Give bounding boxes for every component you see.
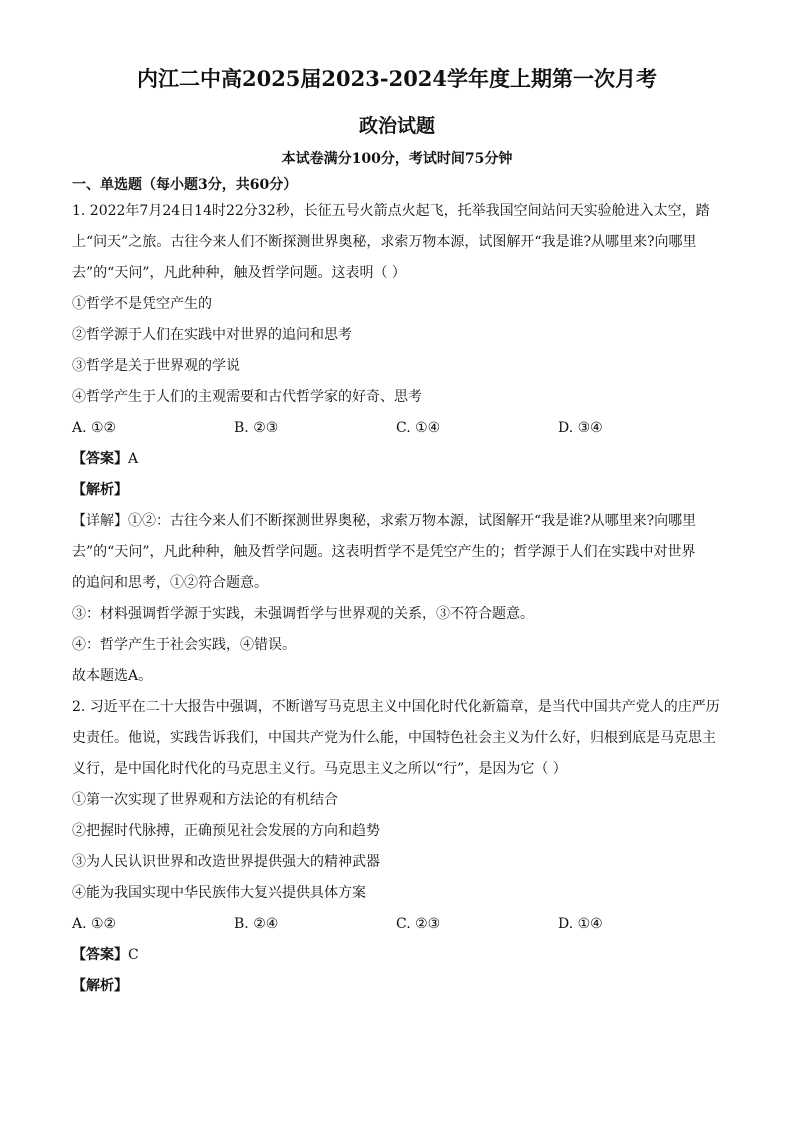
q1-options xyxy=(72,413,722,444)
q2-analysis-label: 【解析】 xyxy=(72,978,128,994)
question-1 xyxy=(72,196,722,692)
q2-option-a: A. ①② xyxy=(72,916,117,932)
q1-detail-line: ③：材料强调哲学源于实践，未强调哲学与世界观的关系，③不符合题意。 xyxy=(72,606,534,622)
q1-analysis-label: 【解析】 xyxy=(72,482,128,498)
q2-stem-line: 义行，是中国化时代化的马克思主义行。马克思主义之所以“行”，是因为它（ ） xyxy=(72,761,567,777)
exam-page xyxy=(72,60,722,1002)
q1-detail-line: 的追问和思考，①②符合题意。 xyxy=(72,575,268,591)
q1-item: ①哲学不是凭空产生的 xyxy=(72,296,212,312)
q2-stem-line: 史责任。他说，实践告诉我们，中国共产党为什么能，中国特色社会主义为什么好，归根到底是马克思主 xyxy=(72,730,716,746)
section-heading: 一、单选题（每小题3分，共60分） xyxy=(72,177,298,193)
q1-detail-line: 【详解】①②：古往今来人们不断探测世界奥秘，求索万物本源，试图解开“我是谁?从哪里来?向哪里 xyxy=(72,513,697,529)
q1-option-d: D. ③④ xyxy=(558,420,603,436)
exam-title: 内江二中高2025届2023-2024学年度上期第一次月考 xyxy=(136,66,658,91)
q2-option-d: D. ①④ xyxy=(558,916,603,932)
q2-option-c: C. ②③ xyxy=(396,916,441,932)
q2-item: ③为人民认识世界和改造世界提供强大的精神武器 xyxy=(72,854,380,870)
q1-option-c: C. ①④ xyxy=(396,420,441,436)
q1-answer xyxy=(72,444,722,475)
q1-option-b: B. ②③ xyxy=(234,420,279,436)
q1-stem-line: 去”的“天问”，凡此种种，触及哲学问题。这表明（ ） xyxy=(72,265,406,281)
q2-options xyxy=(72,909,722,940)
q2-item: ④能为我国实现中华民族伟大复兴提供具体方案 xyxy=(72,885,366,901)
q1-item: ②哲学源于人们在实践中对世界的追问和思考 xyxy=(72,327,352,343)
answer-label: 【答案】 xyxy=(72,451,128,467)
q1-stem-line: 1. 2022年7月24日14时22分32秒，长征五号火箭点火起飞，托举我国空间站问天实验舱进入太空，踏 xyxy=(72,203,710,219)
q1-item: ③哲学是关于世界观的学说 xyxy=(72,358,240,374)
q1-item: ④哲学产生于人们的主观需要和古代哲学家的好奇、思考 xyxy=(72,389,422,405)
answer-value: C xyxy=(128,947,139,963)
q2-stem-line: 2. 习近平在二十大报告中强调，不断谱写马克思主义中国化时代化新篇章，是当代中国共产党人的庄严历 xyxy=(72,699,720,715)
q1-detail-line: 去”的“天问”，凡此种种，触及哲学问题。这表明哲学不是凭空产生的；哲学源于人们在实践中对世界 xyxy=(72,544,696,560)
q2-answer xyxy=(72,940,722,971)
answer-value: A xyxy=(128,451,139,467)
q1-option-a: A. ①② xyxy=(72,420,117,436)
q1-detail-line: 故本题选A。 xyxy=(72,668,153,684)
q2-item: ①第一次实现了世界观和方法论的有机结合 xyxy=(72,792,338,808)
q2-item: ②把握时代脉搏，正确预见社会发展的方向和趋势 xyxy=(72,823,380,839)
answer-label: 【答案】 xyxy=(72,947,128,963)
subject-title: 政治试题 xyxy=(358,115,435,137)
q1-detail-line: ④：哲学产生于社会实践，④错误。 xyxy=(72,637,296,653)
question-2 xyxy=(72,692,722,1002)
exam-note: 本试卷满分100分，考试时间75分钟 xyxy=(281,151,513,167)
q2-option-b: B. ②④ xyxy=(234,916,279,932)
q1-stem-line: 上“问天”之旅。古往今来人们不断探测世界奥秘，求索万物本源，试图解开“我是谁?从哪里来?向哪里 xyxy=(72,234,697,250)
